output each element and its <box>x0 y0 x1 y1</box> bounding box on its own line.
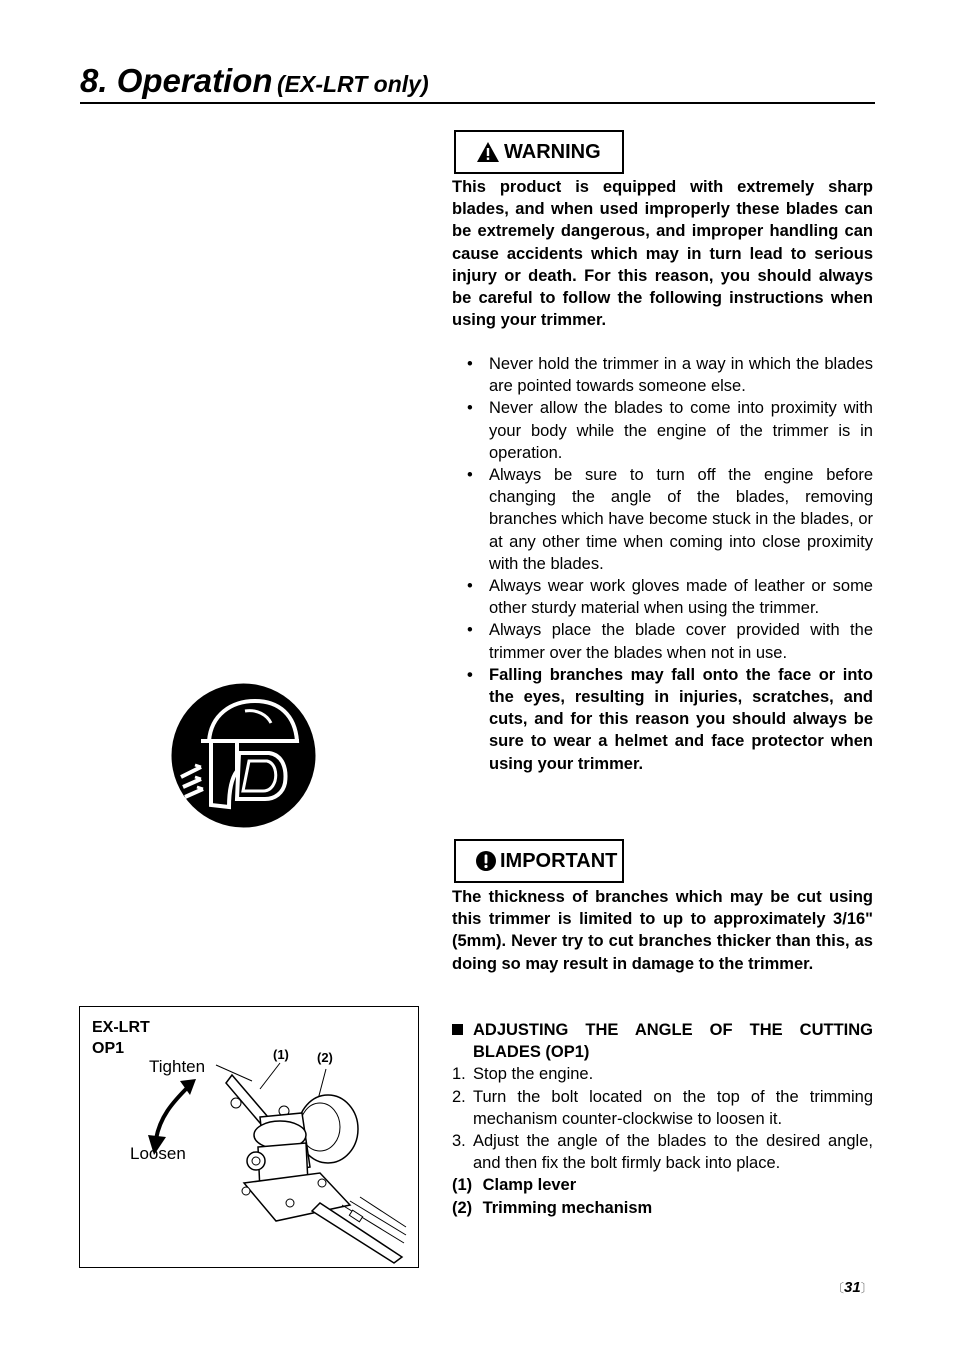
figure-op1 <box>79 1006 419 1268</box>
helmet-face-protector-icon <box>171 683 316 828</box>
page-title <box>80 62 875 104</box>
warning-intro: This product is equipped with extremely sharp blades, and when used improperly these blades can be extremely dangerous, and improper handling can cause accidents which may in turn lead to serious injury or death. For this reason, you should always be careful to follow the following instructions when using your trimmer. <box>452 178 873 330</box>
part-legend-item: (1) Clamp lever <box>452 1176 577 1195</box>
loosen-label: Loosen <box>130 1144 186 1163</box>
part-legend-item: (2) Trimming mechanism <box>452 1198 653 1217</box>
adjust-step: 2. Turn the bolt located on the top of the trimming mechanism counter-clockwise to loosen it. <box>452 1087 873 1128</box>
important-label: IMPORTANT <box>500 849 618 872</box>
warning-bullet: • Never allow the blades to come into proximity with your body while the engine of the trimmer is in operation. <box>467 399 873 462</box>
adjust-heading: ADJUSTING THE ANGLE OF THE CUTTING BLADES (OP1) <box>452 1019 873 1063</box>
warning-bullet: • Never hold the trimmer in a way in which the blades are pointed towards someone else. <box>467 355 873 396</box>
callout-1: (1) <box>273 1047 289 1062</box>
figure-model-label: EX-LRT OP1 <box>92 1019 150 1057</box>
warning-bullet: • Always wear work gloves made of leather or some other sturdy material when using the trimmer. <box>467 577 873 618</box>
warning-label: WARNING <box>504 140 601 163</box>
important-label-box <box>454 839 624 883</box>
warning-bullet-helmet: • Falling branches may fall onto the face or into the eyes, resulting in injuries, scratches, and cuts, and for this reason you should always be sure to wear a helmet and face protector when using your trimmer. <box>467 665 873 773</box>
warning-bullet: • Always place the blade cover provided with the trimmer over the blades when not in use. <box>467 621 873 662</box>
adjust-step: 1. Stop the engine. <box>452 1065 594 1084</box>
adjust-step: 3. Adjust the angle of the blades to the desired angle, and then fix the bolt firmly back into place. <box>452 1132 873 1173</box>
important-text: The thickness of branches which may be cut using this trimmer is limited to up to approximately 3/16" (5mm). Never try to cut branches thicker than this, as doing so may result in damage to the trimmer. <box>452 888 873 973</box>
title-main: 8. Operation <box>80 62 273 99</box>
square-bullet-icon <box>452 1024 463 1035</box>
warning-bullet-list <box>452 353 873 775</box>
warning-bullet: • Always be sure to turn off the engine before changing the angle of the blades, removing branches which have become stuck in the blades, or at any other time when coming into close proximity with the blades. <box>467 466 873 573</box>
tighten-label: Tighten <box>149 1057 206 1076</box>
page-number: 〔31〕 <box>832 1279 873 1296</box>
warning-label-box <box>454 130 624 174</box>
exclamation-circle-icon <box>476 851 496 871</box>
adjust-section <box>452 1019 873 1219</box>
warning-triangle-icon <box>476 141 500 163</box>
title-sub: (EX-LRT only) <box>277 71 429 97</box>
callout-2: (2) <box>317 1050 333 1065</box>
